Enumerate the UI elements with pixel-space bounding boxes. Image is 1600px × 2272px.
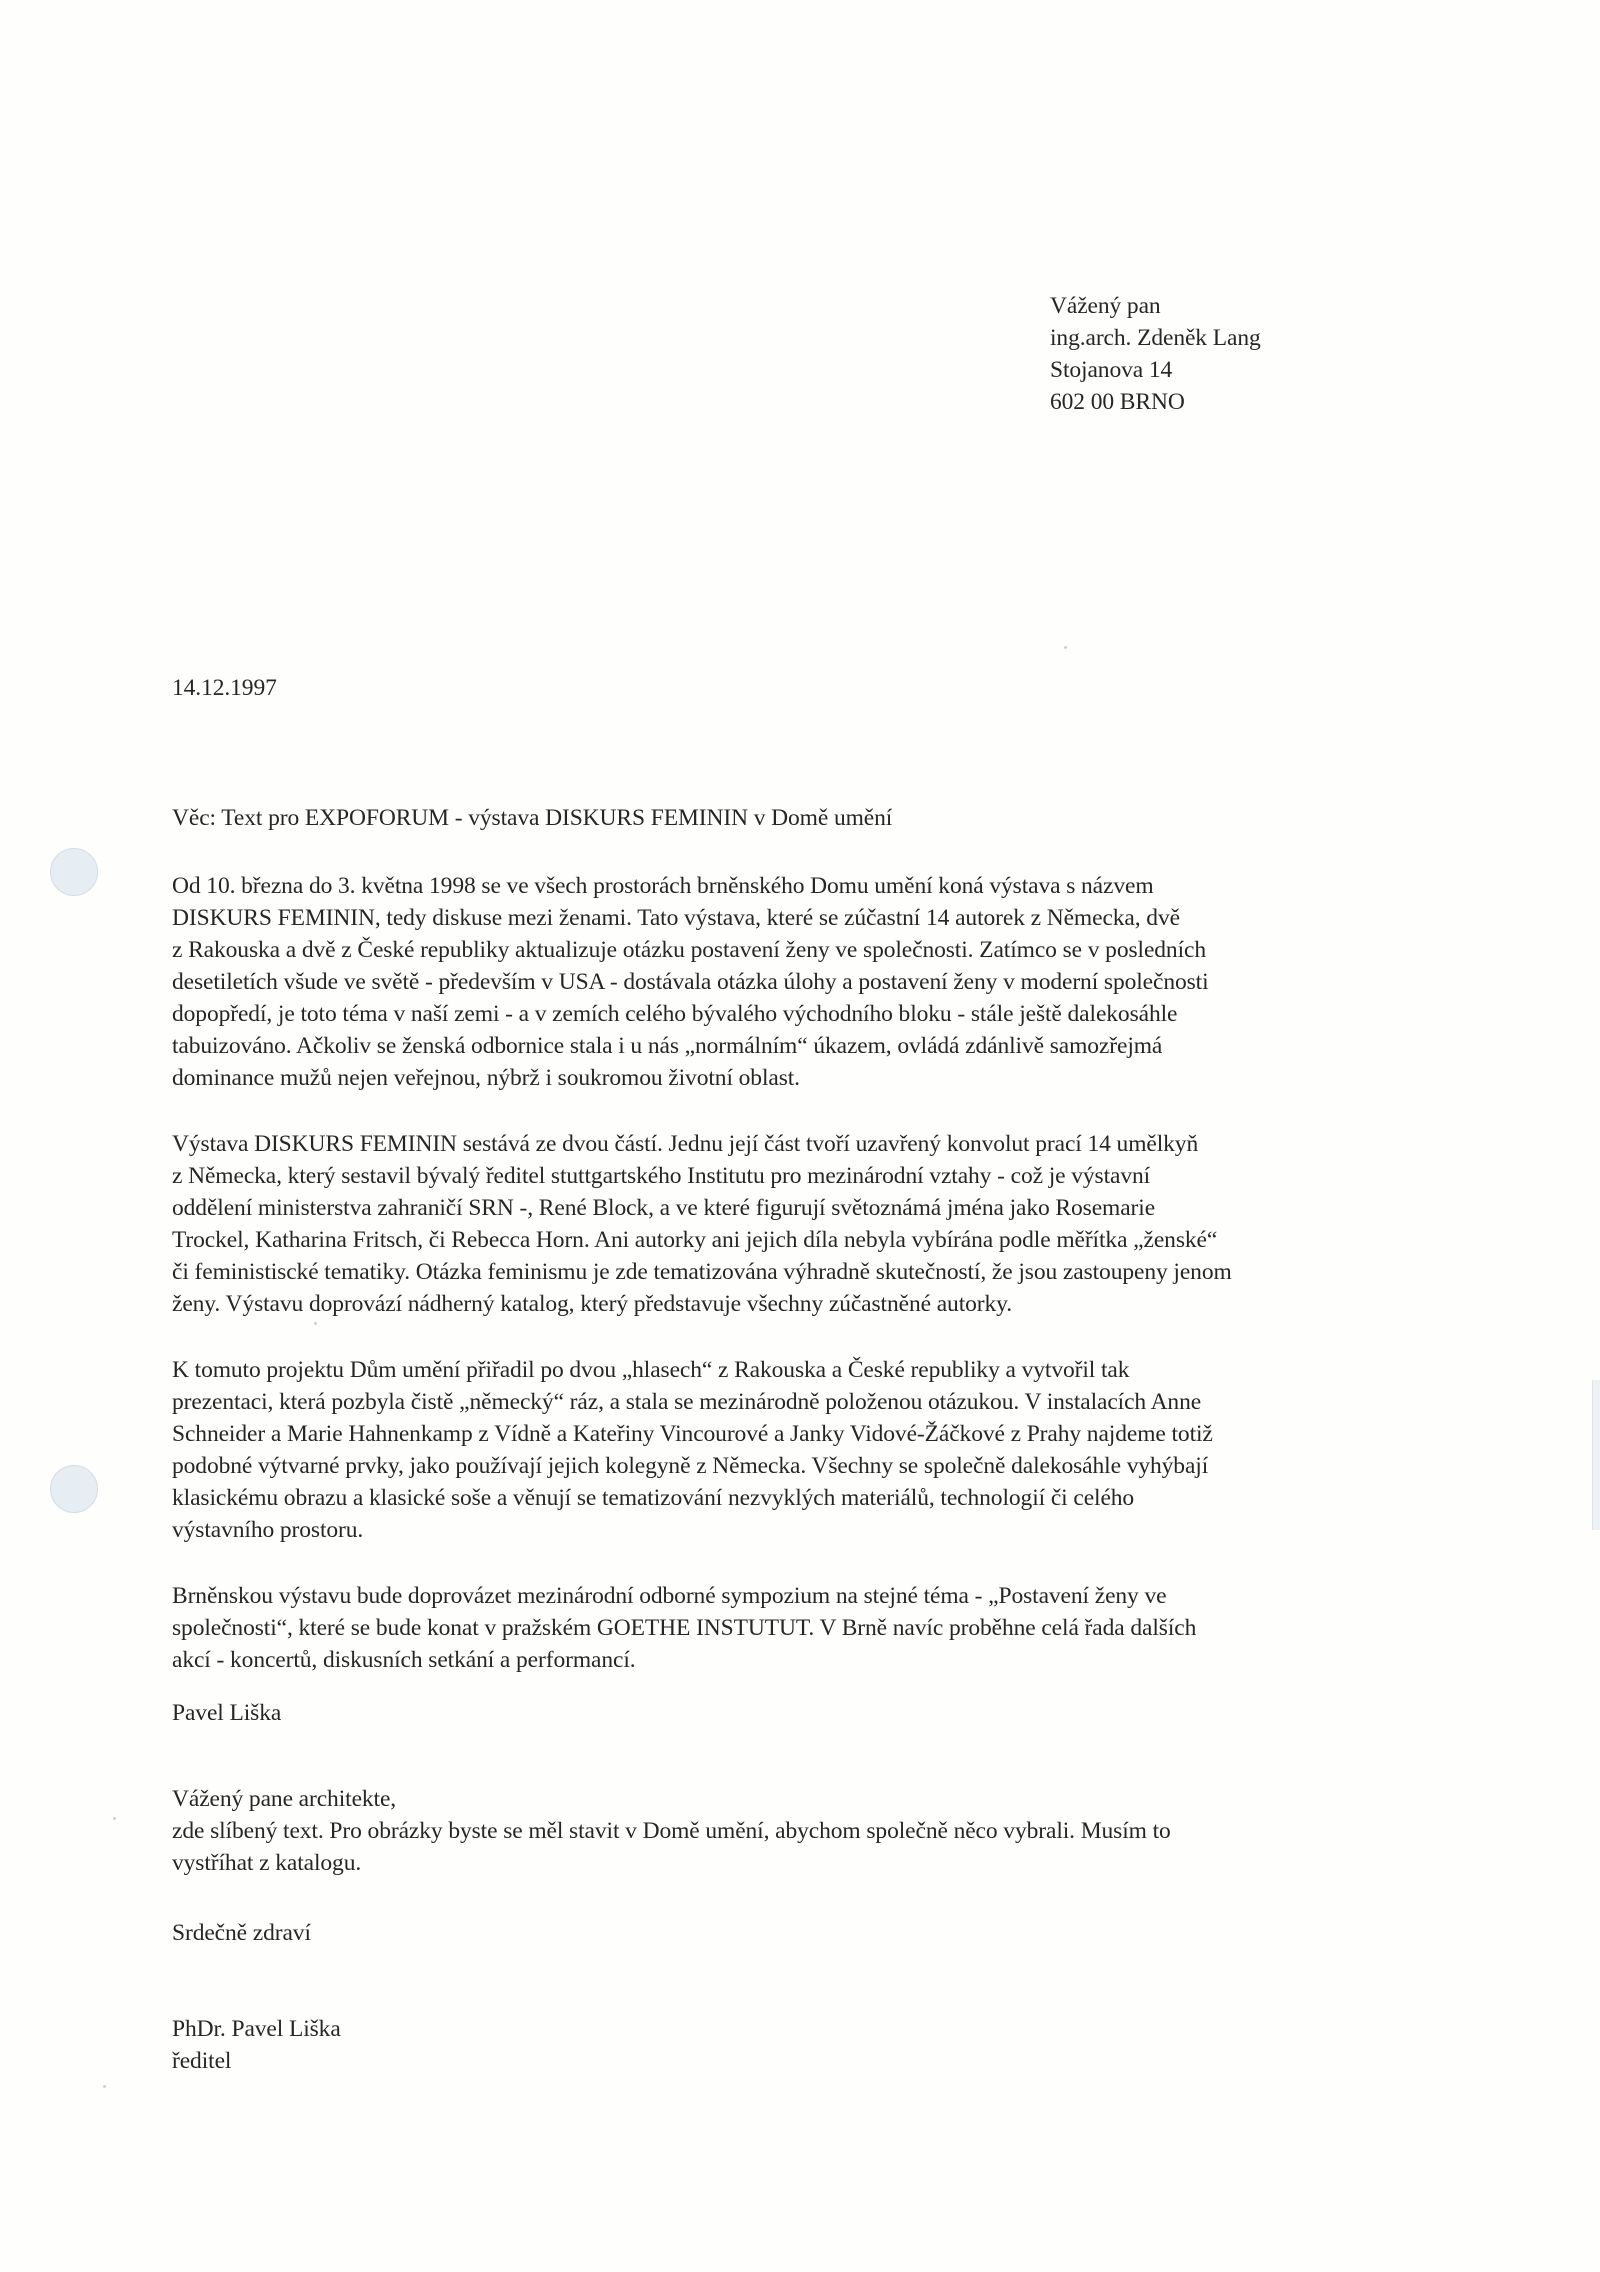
sender-signature bbox=[172, 2013, 341, 2077]
text-line: z Rakouska a dvě z České republiky aktualizuje otázku postavení ženy ve společnosti. Zatímco se v posledních bbox=[172, 937, 1206, 963]
paper-speck bbox=[103, 2085, 106, 2088]
text-line: dominance mužů nejen veřejnou, nýbrž i soukromou životní oblast. bbox=[172, 1065, 800, 1091]
text-line: desetiletích všude ve světě - především v USA - dostávala otázka úlohy a postavení ženy v moderní společnosti bbox=[172, 969, 1209, 995]
text-line: společnosti“, které se bude konat v pražském GOETHE INSTUTUT. V Brně navíc proběhne celá řada dalších bbox=[172, 1615, 1197, 1641]
recipient-name: ing.arch. Zdeněk Lang bbox=[1050, 325, 1261, 351]
text-line: K tomuto projektu Dům umění přiřadil po dvou „hlasech“ z Rakouska a České republiky a vytvořil tak bbox=[172, 1357, 1130, 1383]
text-line: prezentaci, která pozbyla čistě „německý“ ráz, a stala se mezinárodně položenou otázukou. V instalacích Anne bbox=[172, 1389, 1202, 1415]
text-line: ženy. Výstavu doprovází nádherný katalog, který představuje všechny zúčastněné autorky. bbox=[172, 1291, 1013, 1317]
text-line: Od 10. března do 3. května 1998 se ve všech prostorách brněnského Domu umění koná výstava s názvem bbox=[172, 873, 1154, 899]
text-line: či feministiscké tematiky. Otázka feminismu je zde tematizována výhradně skutečností, že jsou zastoupeny jenom bbox=[172, 1259, 1232, 1285]
punch-hole-bottom bbox=[50, 1465, 98, 1513]
text-line: oddělení ministerstva zahraničí SRN -, René Block, a ve které figurují světoznámá jména jako Rosemarie bbox=[172, 1195, 1156, 1221]
paragraph-exhibition-parts bbox=[172, 1128, 1412, 1320]
punch-hole-top bbox=[50, 848, 98, 896]
text-line: dopopředí, je toto téma v naší zemi - a v zemích celého bývalého východního bloku - stále ještě dalekosáhle bbox=[172, 1001, 1178, 1027]
sender-name: PhDr. Pavel Liška bbox=[172, 2016, 341, 2042]
text-line: podobné výtvarné prvky, jako používají jejich kolegyně z Německa. Všechny se společně dalekosáhle vyhýbají bbox=[172, 1453, 1209, 1479]
text-line: Trockel, Katharina Fritsch, či Rebecca Horn. Ani autorky ani jejich díla nebyla vybírána podle měřítka „ženské“ bbox=[172, 1227, 1218, 1253]
text-line: Brněnskou výstavu bude doprovázet mezinárodní odborné sympozium na stejné téma - „Postavení ženy ve bbox=[172, 1583, 1167, 1609]
text-line: vystříhat z katalogu. bbox=[172, 1850, 362, 1876]
paper-speck bbox=[113, 1817, 116, 1820]
paragraph-intro bbox=[172, 870, 1412, 1094]
recipient-street: Stojanova 14 bbox=[1050, 357, 1173, 383]
letter-body bbox=[172, 870, 1412, 1710]
text-line: výstavního prostoru. bbox=[172, 1517, 364, 1543]
text-line: zde slíbený text. Pro obrázky byste se měl stavit v Domě umění, abychom společně něco vybrali. Musím to bbox=[172, 1818, 1171, 1844]
paragraph-project bbox=[172, 1354, 1412, 1546]
sender-title: ředitel bbox=[172, 2048, 232, 2074]
recipient-city: 602 00 BRNO bbox=[1050, 389, 1185, 415]
text-line: tabuizováno. Ačkoliv se ženská odbornice stala i u nás „normálním“ úkazem, ovládá zdánlivě samozřejmá bbox=[172, 1033, 1163, 1059]
text-line: DISKURS FEMININ, tedy diskuse mezi ženami. Tato výstava, které se zúčastní 14 autorek z Německa, dvě bbox=[172, 905, 1180, 931]
letter-date: 14.12.1997 bbox=[172, 675, 277, 701]
note-greeting: Vážený pane architekte, bbox=[172, 1786, 397, 1812]
letter-subject: Věc: Text pro EXPOFORUM - výstava DISKURS FEMININ v Domě umění bbox=[172, 805, 893, 831]
text-line: klasickému obrazu a klasické soše a věnují se tematizování nezvyklých materiálů, technologií či celého bbox=[172, 1485, 1135, 1511]
text-line: Schneider a Marie Hahnenkamp z Vídně a Kateřiny Vincourové a Janky Vidové-Žáčkové z Prahy najdeme totiž bbox=[172, 1421, 1213, 1447]
text-line: akcí - koncertů, diskusních setkání a performancí. bbox=[172, 1647, 636, 1673]
paper-speck bbox=[1064, 646, 1067, 649]
text-line: z Německa, který sestavil bývalý ředitel stuttgartského Institutu pro mezinárodní vztahy - což je výstavní bbox=[172, 1163, 1151, 1189]
paper-edge-mark bbox=[1592, 1380, 1600, 1530]
personal-note bbox=[172, 1783, 1171, 1879]
recipient-salutation: Vážený pan bbox=[1050, 293, 1161, 319]
paragraph-symposium bbox=[172, 1580, 1412, 1676]
text-author-signature: Pavel Liška bbox=[172, 1700, 282, 1726]
recipient-address bbox=[1050, 290, 1261, 418]
closing-phrase: Srdečně zdraví bbox=[172, 1920, 311, 1946]
text-line: Výstava DISKURS FEMININ sestává ze dvou částí. Jednu její část tvoří uzavřený konvolut prací 14 umělkyň bbox=[172, 1131, 1199, 1157]
